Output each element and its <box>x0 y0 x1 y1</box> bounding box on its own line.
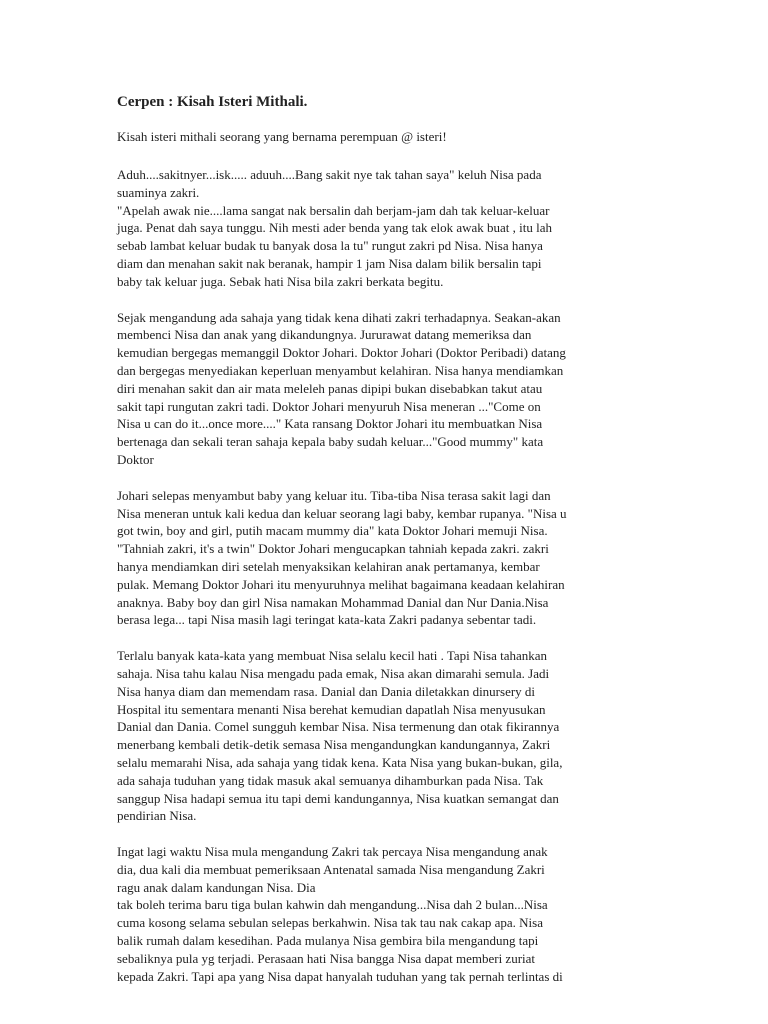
text-line: dan bergegas menyediakan keperluan menyambut kelahiran. Nisa hanya mendiamkan <box>117 362 564 378</box>
text-line: menerbang kembali detik-detik semasa Nisa mengandungkan kandungannya, Zakri <box>117 737 551 753</box>
text-line: Doktor <box>117 451 154 467</box>
text-line: Hospital itu sementara menanti Nisa berehat kemudian dapatlah Nisa menyusukan <box>117 701 546 717</box>
text-line: Nisa u can do it...once more...." Kata ransang Doktor Johari itu membuatkan Nisa <box>117 416 543 432</box>
document-body <box>117 166 662 985</box>
text-line: sakit tapi rungutan zakri tadi. Doktor Johari menyuruh Nisa meneran ..."Come on <box>117 398 541 414</box>
text-line: Aduh....sakitnyer...isk..... aduuh....Bang sakit nye tak tahan saya" keluh Nisa pada <box>117 167 542 182</box>
document-intro: Kisah isteri mithali seorang yang bernama perempuan @ isteri! <box>117 129 447 144</box>
text-line: got twin, boy and girl, putih macam mummy dia" kata Doktor Johari memuji Nisa. <box>117 523 548 539</box>
text-line: membenci Nisa dan anak yang dikandungnya. Jururawat datang memeriksa dan <box>117 327 532 343</box>
text-line: cuma kosong selama sebulan selepas berkahwin. Nisa tak tau nak cakap apa. Nisa <box>117 915 543 931</box>
text-line: "Tahniah zakri, it's a twin" Doktor Johari mengucapkan tahniah kepada zakri. zakri <box>117 541 549 557</box>
text-line: diam dan menahan sakit nak beranak, hampir 1 jam Nisa dalam bilik bersalin tapi <box>117 255 542 271</box>
text-line: pendirian Nisa. <box>117 808 197 824</box>
text-line: juga. Penat dah saya tunggu. Nih mesti ader benda yang tak elok awak buat , itu lah <box>117 220 553 236</box>
text-line: ragu anak dalam kandungan Nisa. Dia <box>117 879 316 895</box>
text-line: ada sahaja tuduhan yang tidak masuk akal semuanya dihamburkan pada Nisa. Tak <box>117 772 544 788</box>
paragraph <box>117 166 662 291</box>
text-line: hanya mendiamkan diri setelah menyaksikan kelahiran anak pertamanya, kembar <box>117 558 540 574</box>
text-line: Danial dan Dania. Comel sungguh kembar Nisa. Nisa termenung dan otak fikirannya <box>117 719 560 735</box>
text-line: sanggup Nisa hadapi semua itu tapi demi kandungannya, Nisa kuatkan semangat dan <box>117 790 559 806</box>
text-line: berasa lega... tapi Nisa masih lagi teringat kata-kata Zakri padanya sebentar tadi. <box>117 612 537 628</box>
text-line: selalu memarahi Nisa, ada sahaja yang tidak kena. Kata Nisa yang bukan-bukan, gila, <box>117 754 563 770</box>
text-line: Nisa meneran untuk kali kedua dan keluar seorang lagi baby, kembar rupanya. "Nisa u <box>117 505 567 521</box>
document-title: Cerpen : Kisah Isteri Mithali. <box>117 94 308 110</box>
text-line: Sejak mengandung ada sahaja yang tidak kena dihati zakri terhadapnya. Seakan-akan <box>117 309 561 325</box>
text-line: tak boleh terima baru tiga bulan kahwin dah mengandung...Nisa dah 2 bulan...Nisa <box>117 897 548 913</box>
document-page <box>117 92 662 1003</box>
text-line: sebab lambat keluar budak tu banyak dosa la tu" rungut zakri pd Nisa. Nisa hanya <box>117 238 543 254</box>
text-line: "Apelah awak nie....lama sangat nak bersalin dah berjam-jam dah tak keluar-keluar <box>117 202 550 218</box>
text-line: Nisa hanya diam dan memendam rasa. Danial dan Dania diletakkan dinursery di <box>117 683 536 699</box>
text-line: balik rumah dalam kesedihan. Pada mulanya Nisa gembira bila mengandung tapi <box>117 933 539 949</box>
text-line: baby tak keluar juga. Sebak hati Nisa bila zakri berkata begitu. <box>117 273 444 289</box>
text-line: Johari selepas menyambut baby yang keluar itu. Tiba-tiba Nisa terasa sakit lagi dan <box>117 487 551 503</box>
text-line: sahaja. Nisa tahu kalau Nisa mengadu pada emak, Nisa akan dimarahi semula. Jadi <box>117 665 550 681</box>
paragraph <box>117 843 662 985</box>
paragraph <box>117 309 662 469</box>
text-line: kemudian bergegas memanggil Doktor Johari. Doktor Johari (Doktor Peribadi) datang <box>117 345 566 361</box>
paragraph <box>117 487 662 629</box>
text-line: Terlalu banyak kata-kata yang membuat Nisa selalu kecil hati . Tapi Nisa tahankan <box>117 648 548 664</box>
text-line: suaminya zakri. <box>117 184 200 200</box>
text-line: bertenaga dan sekali teran sahaja kepala baby sudah keluar..."Good mummy" kata <box>117 434 544 450</box>
text-line: pulak. Memang Doktor Johari itu menyuruhnya melihat bagaimana keadaan kelahiran <box>117 576 565 592</box>
text-line: dia, dua kali dia membuat pemeriksaan Antenatal samada Nisa mengandung Zakri <box>117 861 545 877</box>
paragraph <box>117 647 662 825</box>
text-line: sebaliknya pula yg terjadi. Perasaan hati Nisa bangga Nisa dapat memberi zuriat <box>117 950 536 966</box>
text-line: Ingat lagi waktu Nisa mula mengandung Zakri tak percaya Nisa mengandung anak <box>117 844 548 860</box>
text-line: kepada Zakri. Tapi apa yang Nisa dapat hanyalah tuduhan yang tak pernah terlintas di <box>117 968 563 984</box>
text-line: anaknya. Baby boy dan girl Nisa namakan Mohammad Danial dan Nur Dania.Nisa <box>117 594 549 610</box>
text-line: diri menahan sakit dan air mata meleleh panas dipipi bukan disebabkan takut atau <box>117 380 543 396</box>
